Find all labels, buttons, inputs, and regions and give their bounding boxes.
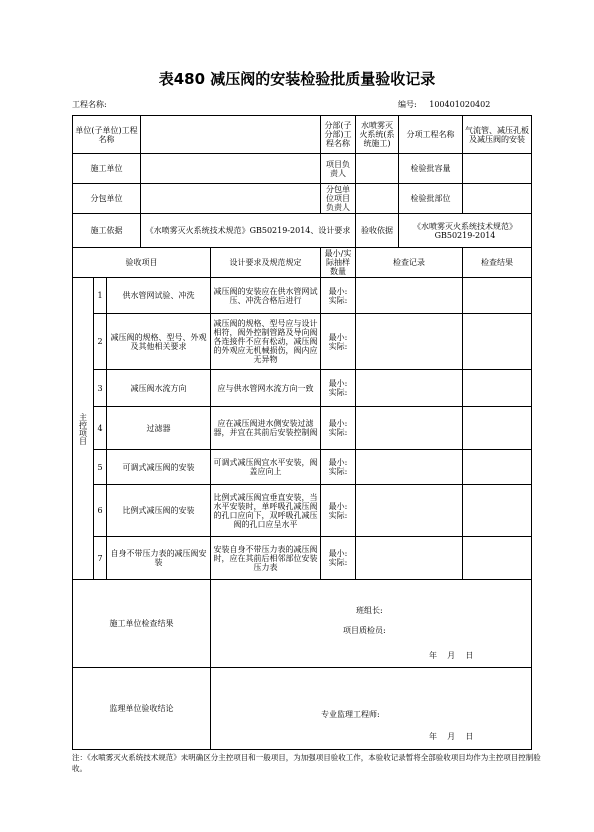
row-requirement: 应在减压阀进水侧安装过滤器，并宜在其前后安装控制阀 [211,407,321,450]
sub-unit-value[interactable] [141,184,321,214]
supervision-label: 监理单位验收结论 [73,668,211,750]
row-result[interactable] [463,485,532,537]
subunit-label: 分部(子分部)工程名称 [321,116,356,154]
row-result[interactable] [463,370,532,407]
table-row [73,450,532,485]
project-leader-value[interactable] [356,154,399,184]
item-value: 气流管、减压孔板及减压阀的安装 [463,116,532,154]
table-row [73,314,532,370]
header-row-3 [73,184,532,214]
footnote: 注：《水喷雾灭火系统技术规范》未明确区分主控项目和一般项目，为加强项目验收工作，本验收记录暂将全部验收项目均作为主控项目控制验收。 [72,753,541,773]
actual-label: 实际: [328,510,348,520]
unit-value[interactable] [141,116,321,154]
construction-unit-label: 施工单位 [73,154,141,184]
min-label: 最小: [328,379,348,388]
supervision-signature[interactable] [211,668,532,750]
construction-check-row [73,580,532,668]
row-result[interactable] [463,407,532,450]
row-number: 3 [94,370,107,407]
row-sample [321,278,356,314]
row-requirement: 应与供水管网水流方向一致 [211,370,321,407]
min-label: 最小: [328,549,348,558]
row-record[interactable] [356,485,463,537]
min-label: 最小: [328,286,348,296]
row-number: 6 [94,485,107,537]
actual-label: 实际: [328,295,348,305]
row-sample [321,450,356,485]
row-record[interactable] [356,537,463,580]
row-number: 5 [94,450,107,485]
actual-label: 实际: [328,428,348,437]
acceptance-basis-value: 《水喷雾灭火系统技术规范》GB50219-2014 [399,214,532,248]
batch-location-label: 检验批部位 [399,184,463,214]
col-item: 验收项目 [73,248,211,278]
row-item: 比例式减压阀的安装 [107,485,211,537]
row-number: 4 [94,407,107,450]
row-record[interactable] [356,314,463,370]
item-label: 分项工程名称 [399,116,463,154]
row-requirement: 比例式减压阀宜垂直安装，当水平安装时，单呼吸孔减压阀的孔口应向下，双呼吸孔减压阀的孔口应呈水平 [211,485,321,537]
min-label: 最小: [328,501,348,511]
code-label: 编号: [398,100,417,109]
actual-label: 实际: [328,341,348,351]
construction-check-signature[interactable] [211,580,532,668]
actual-label: 实际: [328,388,348,397]
row-item: 过滤器 [107,407,211,450]
subunit-value: 水喷雾灭火系统(系统施工) [356,116,399,154]
construction-unit-value[interactable] [141,154,321,184]
actual-label: 实际: [328,467,348,476]
row-record[interactable] [356,450,463,485]
row-result[interactable] [463,314,532,370]
row-record[interactable] [356,278,463,314]
row-requirement: 减压阀的规格、型号应与设计相符，阀外控制管路及导向阀各连接件不应有松动，减压阀的外观应无机械损伤，阀内应无异物 [211,314,321,370]
row-requirement: 安装自身不带压力表的减压阀时，应在其前后相邻部位安装压力表 [211,537,321,580]
row-requirement: 减压阀的安装应在供水管网试压、冲洗合格后进行 [211,278,321,314]
row-item: 减压阀水流方向 [107,370,211,407]
row-item: 自身不带压力表的减压阀安装 [107,537,211,580]
code-value: 100401020402 [429,100,491,109]
col-record: 检查记录 [356,248,463,278]
batch-capacity-label: 检验批容量 [399,154,463,184]
header-row-4 [73,214,532,248]
sub-unit-leader-value[interactable] [356,184,399,214]
row-sample [321,314,356,370]
table-row [73,407,532,450]
quality-inspector-label: 项目质检员: [343,626,386,635]
row-sample [321,537,356,580]
sub-unit-leader-label: 分包单位项目负责人 [321,184,356,214]
row-item: 减压阀的规格、型号、外观及其他相关要求 [107,314,211,370]
row-number: 1 [94,278,107,314]
row-result[interactable] [463,278,532,314]
header-row-1 [73,116,532,154]
row-item: 可调式减压阀的安装 [107,450,211,485]
page-title: 表480 减压阀的安装检验批质量验收记录 [158,70,436,88]
actual-label: 实际: [328,558,348,567]
table-row [73,278,532,314]
code-field [398,99,490,110]
construction-check-label: 施工单位检查结果 [73,580,211,668]
row-number: 2 [94,314,107,370]
table-row [73,370,532,407]
header-row-2 [73,154,532,184]
team-leader-label: 班组长: [356,606,383,615]
table-row [73,485,532,537]
row-result[interactable] [463,537,532,580]
row-record[interactable] [356,407,463,450]
supervision-row [73,668,532,750]
acceptance-basis-label: 验收依据 [356,214,399,248]
construction-date: 年 月 日 [429,651,474,660]
col-sample: 最小/实际抽样数量 [321,248,356,278]
min-label: 最小: [328,332,348,342]
col-result: 检查结果 [463,248,532,278]
row-sample [321,370,356,407]
main-control-group-label: 主控项目 [73,278,94,580]
table-row [73,537,532,580]
basis-label: 施工依据 [73,214,141,248]
row-record[interactable] [356,370,463,407]
row-number: 7 [94,537,107,580]
batch-location-value[interactable] [463,184,532,214]
project-name-label: 工程名称: [72,100,107,109]
column-header-row [73,248,532,278]
row-result[interactable] [463,450,532,485]
row-sample [321,407,356,450]
min-label: 最小: [328,419,348,428]
supervising-engineer-label: 专业监理工程师: [321,710,380,719]
row-item: 供水管网试验、冲洗 [107,278,211,314]
sub-unit-label: 分包单位 [73,184,141,214]
row-sample [321,485,356,537]
row-requirement: 可调式减压阀宜水平安装，阀盖应向上 [211,450,321,485]
project-leader-label: 项目负责人 [321,154,356,184]
supervision-date: 年 月 日 [429,732,474,741]
col-requirement: 设计要求及规范规定 [211,248,321,278]
min-label: 最小: [328,458,348,467]
acceptance-form-table [72,115,532,750]
basis-value: 《水喷雾灭火系统技术规范》GB50219-2014、设计要求 [141,214,356,248]
batch-capacity-value[interactable] [463,154,532,184]
unit-label: 单位(子单位)工程名称 [73,116,141,154]
